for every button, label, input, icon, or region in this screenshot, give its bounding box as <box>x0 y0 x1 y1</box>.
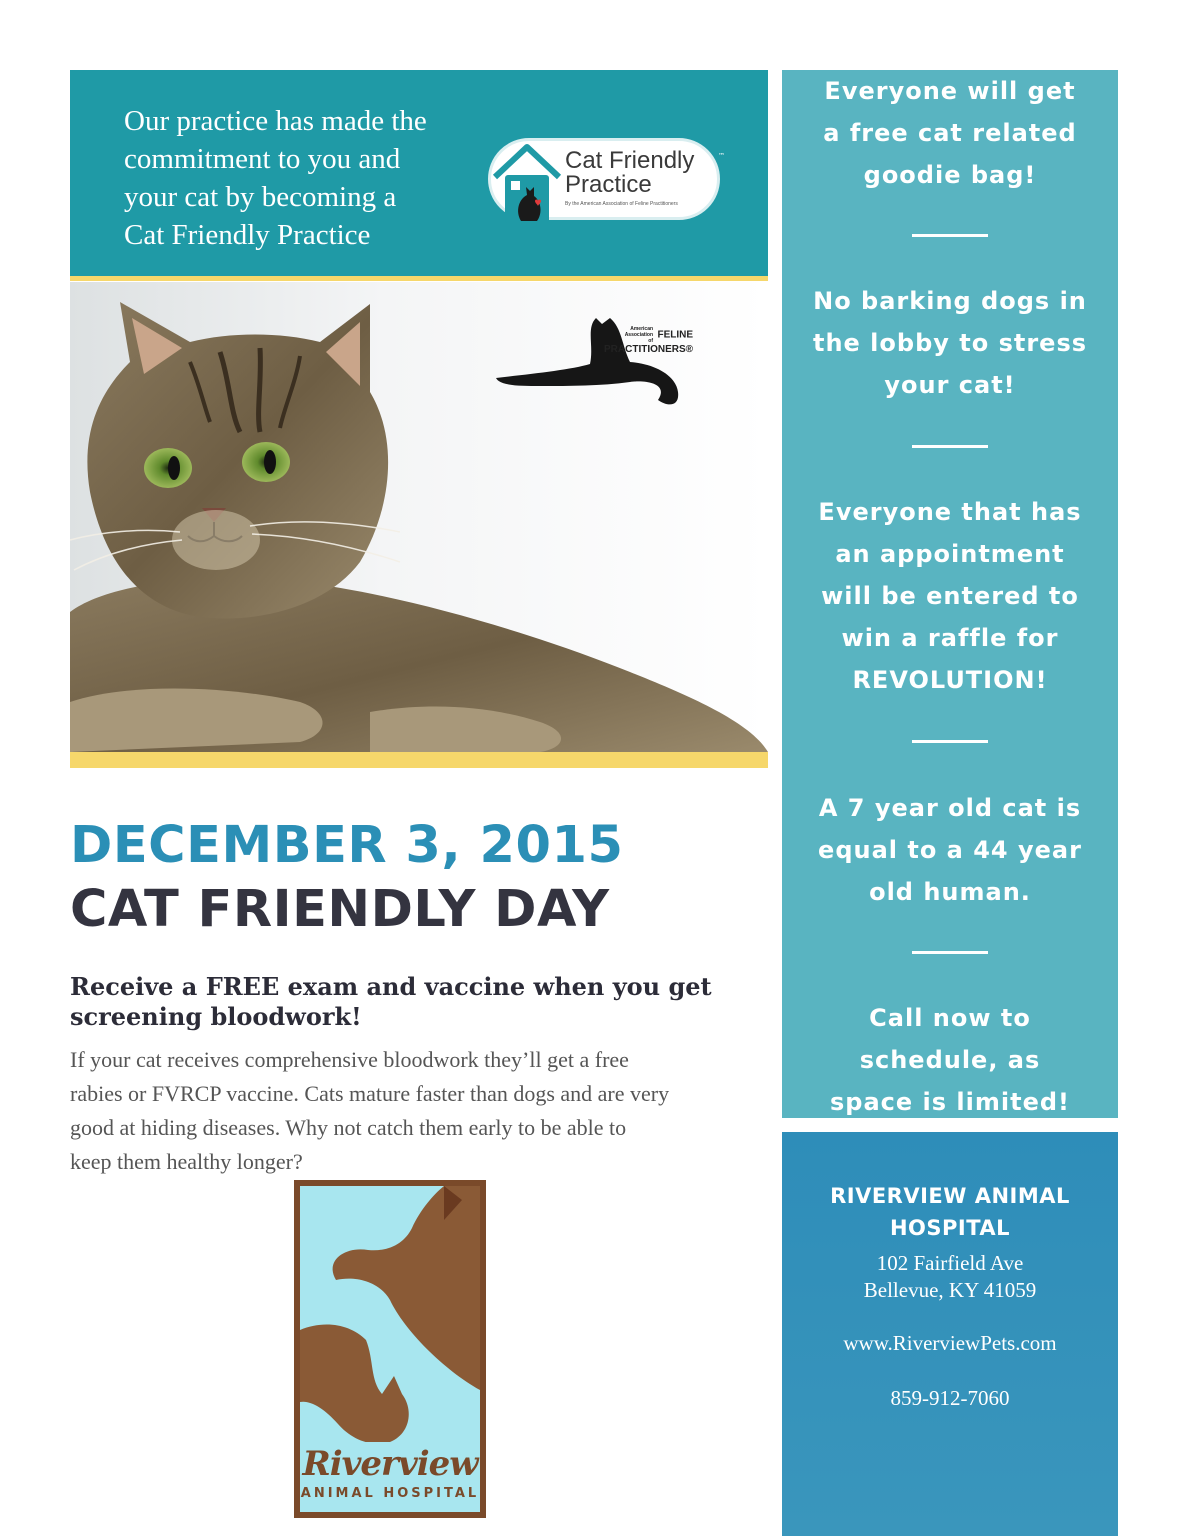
hospital-name <box>782 1180 1118 1244</box>
contact-box <box>782 1132 1118 1536</box>
fact-line: will be entered to <box>821 582 1079 610</box>
fact-line: equal to a 44 year <box>818 836 1082 864</box>
address-line-2: Bellevue, KY 41059 <box>863 1278 1037 1302</box>
fact-line: Everyone will get <box>824 77 1076 105</box>
fact-line: schedule, as <box>859 1046 1041 1074</box>
logo-wordmark: Riverview <box>302 1444 478 1484</box>
logo-subtitle: ANIMAL HOSPITAL <box>300 1486 480 1501</box>
fact-separator <box>912 445 988 448</box>
badge-title <box>565 149 715 197</box>
fact-line: REVOLUTION! <box>852 666 1048 694</box>
fact-call-now <box>782 997 1118 1118</box>
fact-line: Call now to <box>869 1004 1031 1032</box>
description-line: If your cat receives comprehensive bloodwork they’ll get a free <box>70 1047 629 1072</box>
website-link[interactable]: www.RiverviewPets.com <box>843 1331 1057 1355</box>
fact-separator <box>912 951 988 954</box>
phone-number[interactable]: 859-912-7060 <box>890 1386 1010 1410</box>
address-line-1: 102 Fairfield Ave <box>876 1251 1024 1275</box>
fact-line: space is limited! <box>830 1088 1070 1116</box>
fact-line: Everyone that has <box>818 498 1082 526</box>
description-line: rabies or FVRCP vaccine. Cats mature faster than dogs and are very <box>70 1081 670 1106</box>
banner-line: commitment to you and <box>124 143 401 175</box>
event-title: CAT FRIENDLY DAY <box>70 880 610 939</box>
facts-sidebar <box>782 70 1118 1118</box>
trademark-mark: ™ <box>718 152 725 160</box>
fact-line: a free cat related <box>823 119 1077 147</box>
description-line: keep them healthy longer? <box>70 1149 303 1174</box>
aafp-small-text: American Association of <box>624 326 654 344</box>
fact-line: A 7 year old cat is <box>818 794 1082 822</box>
badge-title-line: Practice <box>565 171 652 198</box>
banner-statement <box>124 102 454 254</box>
description-line: good at hiding diseases. Why not catch them early to be able to <box>70 1115 627 1140</box>
fact-raffle <box>782 491 1118 701</box>
badge-subtitle: By the American Association of Feline Practitioners <box>565 201 678 207</box>
banner-line: Cat Friendly Practice <box>124 219 371 251</box>
hospital-name-line: HOSPITAL <box>889 1216 1011 1240</box>
fact-separator <box>912 740 988 743</box>
fact-line: the lobby to stress <box>812 329 1088 357</box>
cat-photo <box>70 282 768 752</box>
offer-description <box>70 1043 770 1179</box>
house-cat-icon <box>491 139 563 229</box>
offer-heading <box>70 972 770 1032</box>
cat-friendly-banner <box>70 70 768 276</box>
aafp-practitioners-text: PRACTITIONERS® <box>604 344 694 355</box>
fact-line: an appointment <box>835 540 1065 568</box>
fact-no-dogs <box>782 280 1118 406</box>
cat-friendly-practice-badge <box>488 138 720 220</box>
fact-line: old human. <box>869 878 1031 906</box>
hospital-name-line: RIVERVIEW ANIMAL <box>830 1184 1070 1208</box>
fact-separator <box>912 234 988 237</box>
fact-goodie-bag <box>782 70 1118 196</box>
yellow-divider-top <box>70 276 768 281</box>
badge-title-line: Cat Friendly <box>565 147 695 174</box>
fact-line: win a raffle for <box>841 624 1059 652</box>
offer-line: Receive a FREE exam and vaccine when you get <box>70 972 712 1001</box>
banner-line: Our practice has made the <box>124 105 427 137</box>
offer-line: screening bloodwork! <box>70 1002 362 1031</box>
fact-line: No barking dogs in <box>813 287 1087 315</box>
event-date: DECEMBER 3, 2015 <box>70 816 624 875</box>
aafp-logo-text <box>604 326 693 355</box>
banner-line: your cat by becoming a <box>124 181 397 213</box>
fact-cat-age <box>782 787 1118 913</box>
riverview-logo <box>294 1180 486 1518</box>
aafp-feline-text: FELINE <box>657 329 694 341</box>
fact-line: goodie bag! <box>863 161 1037 189</box>
yellow-divider-bottom <box>70 752 768 768</box>
fact-line: your cat! <box>884 371 1016 399</box>
